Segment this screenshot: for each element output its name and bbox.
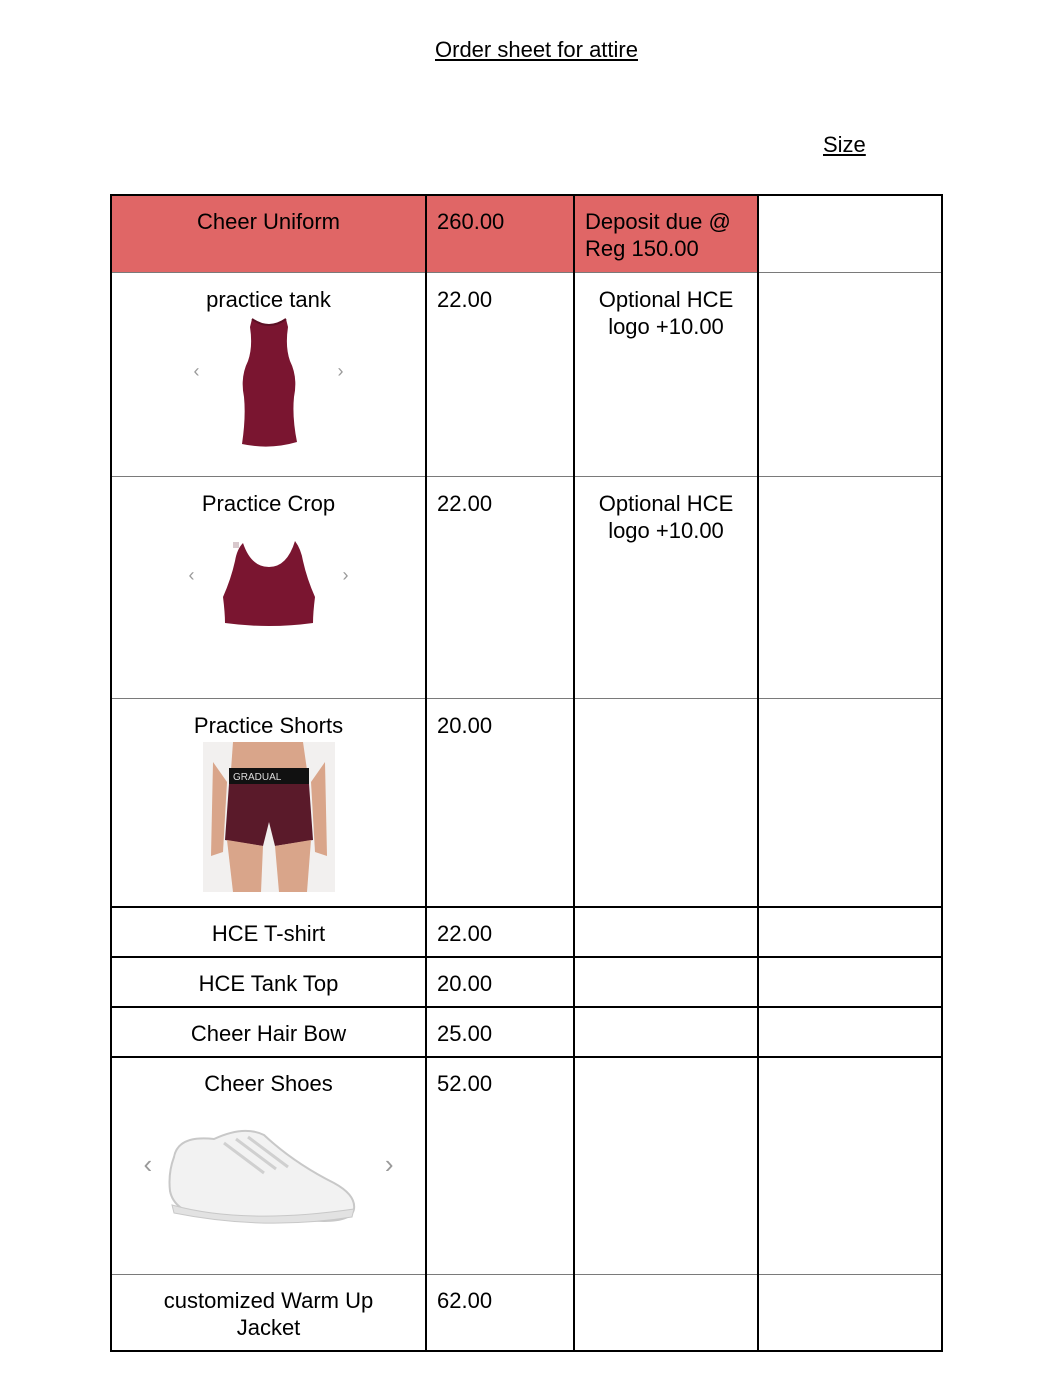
shorts-brand-text: GRADUAL: [232, 771, 281, 783]
item-price: 52.00: [437, 1071, 493, 1096]
item-price: 20.00: [437, 712, 493, 738]
table-row: [111, 957, 942, 1007]
maroon-shorts-image: [203, 742, 335, 892]
item-name: practice tank: [206, 286, 331, 312]
size-input-cell[interactable]: [758, 272, 942, 476]
item-price: 20.00: [437, 971, 493, 996]
item-name: Practice Crop: [201, 490, 336, 516]
item-price: 22.00: [437, 286, 493, 312]
table-row: [111, 698, 942, 907]
table-row: [111, 195, 942, 272]
maroon-sports-crop-image: [189, 531, 349, 651]
item-note: Optional HCE logo +10.00: [598, 490, 734, 543]
size-input-cell[interactable]: [758, 907, 942, 957]
carousel-next-icon[interactable]: ›: [337, 360, 344, 381]
item-note: Optional HCE logo +10.00: [598, 286, 734, 339]
carousel-prev-icon[interactable]: ‹: [193, 360, 200, 381]
page-title: Order sheet for attire: [435, 37, 638, 62]
size-input-cell[interactable]: [758, 1057, 942, 1274]
item-price: 25.00: [437, 1021, 493, 1046]
size-input-cell[interactable]: [758, 957, 942, 1007]
carousel-next-icon[interactable]: ›: [384, 1149, 394, 1179]
size-input-cell[interactable]: [758, 698, 942, 907]
table-row: [111, 476, 942, 698]
size-input-cell[interactable]: [758, 476, 942, 698]
item-name: HCE T-shirt: [211, 921, 326, 946]
table-row: [111, 272, 942, 476]
table-row: [111, 1007, 942, 1057]
order-table: [110, 194, 943, 1352]
item-price: 260.00: [437, 209, 505, 234]
item-price: 62.00: [437, 1287, 493, 1313]
product-image: [203, 742, 335, 892]
item-name: customized Warm Up Jacket: [163, 1287, 374, 1340]
size-input-cell[interactable]: [758, 195, 942, 272]
carousel-prev-icon[interactable]: ‹: [188, 564, 195, 585]
maroon-tank-top-image: [194, 317, 344, 452]
item-name: Practice Shorts: [193, 712, 344, 738]
size-input-cell[interactable]: [758, 1274, 942, 1351]
item-note: Deposit due @ Reg 150.00: [585, 209, 731, 261]
product-image-carousel[interactable]: [189, 531, 349, 651]
item-price: 22.00: [437, 490, 493, 516]
item-name: Cheer Uniform: [196, 209, 341, 234]
product-image-carousel[interactable]: [194, 317, 344, 452]
item-name: Cheer Shoes: [204, 1071, 333, 1096]
item-price: 22.00: [437, 921, 493, 946]
table-row: [111, 1057, 942, 1274]
white-cheer-shoe-image: [144, 1113, 394, 1243]
table-row: [111, 1274, 942, 1351]
size-column-label: Size: [823, 132, 866, 157]
product-image-carousel[interactable]: [144, 1113, 394, 1243]
table-row: [111, 907, 942, 957]
carousel-prev-icon[interactable]: ‹: [143, 1149, 153, 1179]
item-name: HCE Tank Top: [198, 971, 339, 996]
item-name: Cheer Hair Bow: [190, 1021, 347, 1046]
size-input-cell[interactable]: [758, 1007, 942, 1057]
carousel-next-icon[interactable]: ›: [342, 564, 349, 585]
